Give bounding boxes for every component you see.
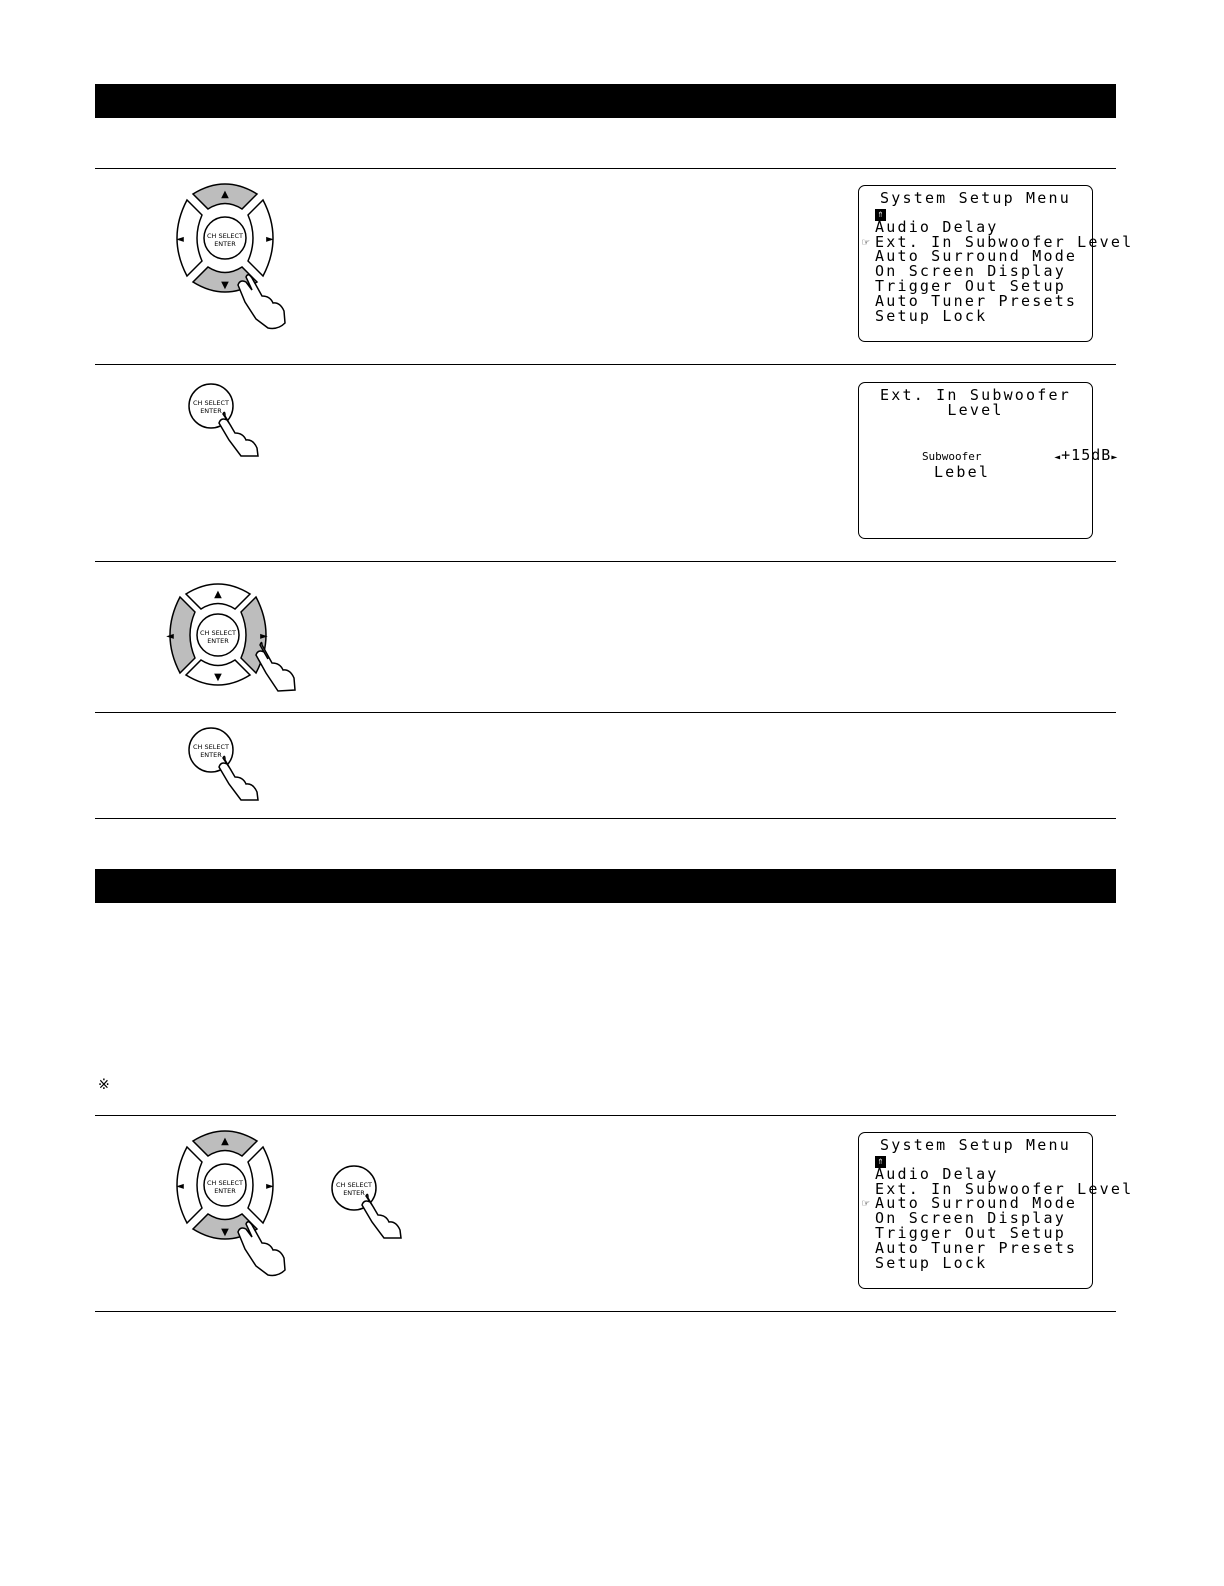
osd-row: Trigger Out Setup — [875, 276, 1066, 295]
enter-label-line1: CH SELECT — [207, 232, 243, 240]
osd-row: On Screen Display — [875, 1209, 1066, 1228]
osd-row: Ext. In Subwoofer Level — [875, 1179, 1134, 1198]
pointer-hand-icon: ☞ — [862, 234, 870, 249]
right-arrow-icon: ► — [266, 1181, 274, 1192]
enter-label-line1: CH SELECT — [336, 1181, 372, 1189]
hand-icon — [238, 275, 285, 329]
right-arrow-icon: ► — [266, 234, 274, 245]
divider — [95, 364, 1116, 365]
osd-title: System Setup Menu — [880, 1136, 1071, 1154]
enter-label-line2: ENTER — [200, 751, 222, 759]
osd-row: On Screen Display — [875, 262, 1066, 281]
hand-icon — [362, 1194, 401, 1238]
up-arrow-icon: ▲ — [221, 1136, 229, 1147]
osd-row: Trigger Out Setup — [875, 1223, 1066, 1242]
scroll-up-icon: ⇑ — [875, 209, 886, 221]
hand-icon — [219, 412, 258, 456]
osd-system-setup-menu-1 — [858, 185, 1134, 342]
hand-icon — [238, 1222, 285, 1276]
osd-row: Setup Lock — [875, 1253, 988, 1272]
hand-icon — [219, 756, 258, 800]
enter-label-line2: ENTER — [214, 240, 236, 248]
down-arrow-icon: ▼ — [221, 280, 229, 291]
divider — [95, 712, 1116, 713]
cursor-pad-left-right-figure — [150, 573, 305, 693]
divider — [95, 1311, 1116, 1312]
section-header-bar-1 — [95, 84, 1116, 118]
left-arrow-icon: ◄ — [1054, 451, 1062, 463]
osd-row: Audio Delay — [875, 217, 999, 236]
right-arrow-icon: ► — [1111, 451, 1119, 463]
osd-row: Setup Lock — [875, 306, 988, 325]
enter-label-line2: ENTER — [214, 1187, 236, 1195]
divider — [95, 818, 1116, 819]
enter-label-line1: CH SELECT — [200, 629, 236, 637]
osd-system-setup-menu-2 — [858, 1132, 1134, 1289]
osd-row: Audio Delay — [875, 1164, 999, 1183]
osd-row: Auto Tuner Presets — [875, 291, 1078, 310]
enter-label-line1: CH SELECT — [193, 399, 229, 407]
divider — [95, 1115, 1116, 1116]
down-arrow-icon: ▼ — [214, 672, 222, 683]
osd-title: System Setup Menu — [880, 189, 1071, 207]
cursor-pad-down-figure — [160, 1125, 300, 1280]
enter-label-line2: ENTER — [343, 1189, 365, 1197]
osd-subwoofer-level — [858, 382, 1119, 539]
osd-row: Auto Surround Mode — [875, 247, 1078, 266]
divider — [95, 168, 1116, 169]
osd-item-label: Subwoofer — [921, 449, 982, 463]
up-arrow-icon: ▲ — [214, 589, 222, 600]
section-header-bar-2 — [95, 869, 1116, 903]
left-arrow-icon: ◄ — [176, 1181, 184, 1192]
cursor-pad-down-figure — [160, 178, 300, 333]
pointer-hand-icon: ☞ — [862, 1196, 870, 1211]
osd-row-selected: ☞ Ext. In Subwoofer Level — [862, 232, 1134, 251]
note-mark: ※ — [98, 1077, 110, 1093]
enter-label-line2: ENTER — [200, 407, 222, 415]
left-arrow-icon: ◄ — [166, 631, 174, 642]
enter-button-figure — [183, 378, 278, 458]
osd-title: Ext. In Subwoofer Level — [880, 386, 1071, 419]
enter-label-line2: ENTER — [207, 637, 229, 645]
osd-item-name: Lebel — [933, 462, 991, 481]
enter-label-line1: CH SELECT — [193, 743, 229, 751]
enter-label-line1: CH SELECT — [207, 1179, 243, 1187]
down-arrow-icon: ▼ — [221, 1227, 229, 1238]
osd-row-selected: ☞ Auto Surround Mode — [862, 1194, 1078, 1213]
left-arrow-icon: ◄ — [176, 234, 184, 245]
scroll-up-icon: ⇑ — [875, 1156, 886, 1168]
up-arrow-icon: ▲ — [221, 189, 229, 200]
enter-button-figure — [326, 1160, 421, 1240]
right-arrow-icon: ► — [260, 631, 268, 642]
osd-row: Auto Tuner Presets — [875, 1238, 1078, 1257]
divider — [95, 561, 1116, 562]
osd-item-value: +15dB — [1061, 445, 1112, 464]
enter-button-figure — [183, 722, 278, 802]
